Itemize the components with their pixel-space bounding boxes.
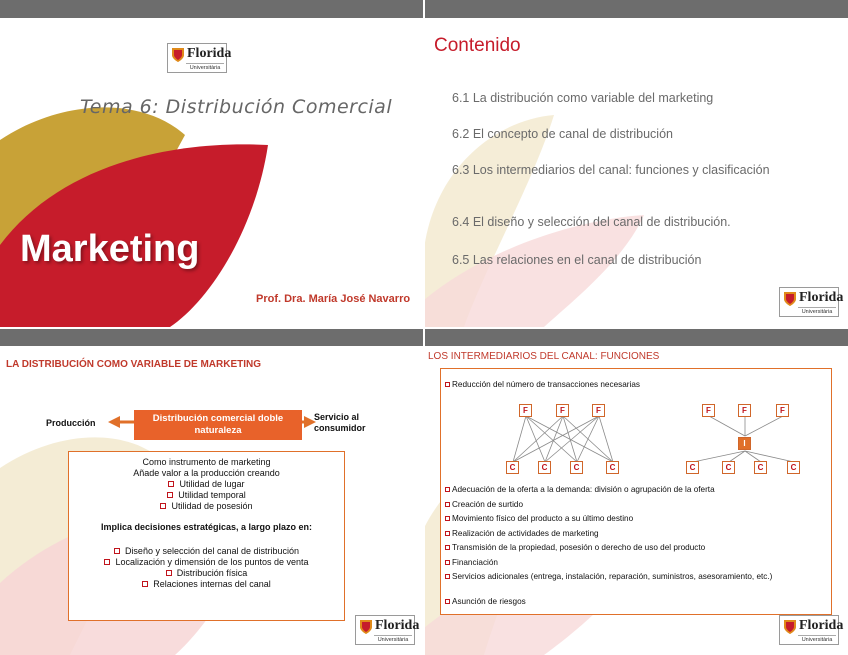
transactions-diagram (441, 369, 833, 481)
consumer-node: C (787, 461, 800, 474)
decision-item (69, 579, 344, 590)
consumer-node: C (722, 461, 735, 474)
producer-node: F (519, 404, 532, 417)
bullet-icon (445, 516, 450, 521)
florida-shield-icon (360, 620, 372, 634)
intermediary-node: I (738, 437, 751, 450)
bullet-icon (160, 503, 166, 509)
slide-title (0, 0, 424, 327)
producer-node: F (702, 404, 715, 417)
consumer-node: C (686, 461, 699, 474)
logo-subtitle: Universitària (798, 307, 836, 315)
function-label: Creación de surtido (452, 500, 523, 509)
bullet-icon (167, 492, 173, 498)
bullet-icon (104, 559, 110, 565)
slide-title: LA DISTRIBUCIÓN COMO VARIABLE DE MARKETING (6, 359, 261, 370)
florida-logo (355, 615, 420, 645)
producer-node: F (776, 404, 789, 417)
bullet-icon (142, 581, 148, 587)
function-item (445, 543, 825, 553)
function-item (445, 529, 825, 539)
florida-shield-icon (784, 292, 796, 306)
consumer-node: C (754, 461, 767, 474)
bullet-icon (445, 560, 450, 565)
direct-connections (513, 416, 613, 462)
bullet-icon (166, 570, 172, 576)
logo-subtitle: Universitària (374, 635, 412, 643)
bullet-icon (168, 481, 174, 487)
decision-label: Diseño y selección del canal de distribución (124, 546, 300, 556)
utility-item (69, 479, 344, 490)
function-item (445, 597, 825, 607)
function-item (445, 500, 825, 510)
function-label: Movimiento físico del producto a su último destino (452, 514, 634, 523)
consumer-node: C (538, 461, 551, 474)
decision-label: Localización y dimensión de los puntos de venta (115, 557, 309, 567)
producer-node: F (556, 404, 569, 417)
decision-item (69, 546, 344, 557)
toc-item: 6.3 Los intermediarios del canal: funciones y clasificación (452, 163, 770, 177)
toc-item: 6.1 La distribución como variable del marketing (452, 91, 714, 105)
course-title: Marketing (20, 228, 200, 270)
bullet-icon (445, 487, 450, 492)
slide-divider-horizontal (0, 327, 848, 329)
slide-distribution-variable (0, 328, 424, 655)
instrument-intro: Añade valor a la producción creando (133, 468, 280, 478)
distribution-box: Distribución comercial doble naturaleza (134, 410, 302, 440)
florida-logo (779, 615, 844, 645)
strategic-title: Implica decisiones estratégicas, a largo plazo en: (100, 522, 313, 532)
bullet-icon (114, 548, 120, 554)
function-item (445, 572, 825, 582)
decision-item (69, 568, 344, 579)
slide-intermediary-functions (424, 328, 848, 655)
decision-label: Relaciones internas del canal (153, 579, 271, 589)
toc-item: 6.5 Las relaciones en el canal de distribución (452, 253, 702, 267)
utility-item (69, 490, 344, 501)
bullet-icon (445, 545, 450, 550)
logo-name: Florida (375, 618, 420, 633)
toc-item: 6.4 El diseño y selección del canal de distribución. (452, 215, 731, 229)
function-label: Realización de actividades de marketing (452, 529, 599, 538)
function-label: Reducción del número de transacciones necesarias (452, 380, 640, 389)
bullet-icon (445, 574, 450, 579)
utility-item (69, 501, 344, 512)
contents-title: Contenido (434, 35, 521, 56)
function-label: Servicios adicionales (entrega, instalación, reparación, suministros, asesoramiento, etc.) (452, 572, 773, 581)
bullet-icon (445, 599, 450, 604)
function-label: Adecuación de la oferta a la demanda: división o agrupación de la oferta (452, 485, 715, 494)
florida-logo (167, 43, 232, 73)
function-item (445, 485, 825, 495)
logo-subtitle: Universitària (186, 63, 224, 71)
florida-shield-icon (172, 48, 184, 62)
slide-contents (424, 0, 848, 327)
consumer-node: C (606, 461, 619, 474)
production-label: Producción (46, 418, 96, 428)
utility-label: Utilidad de lugar (179, 479, 245, 489)
function-label: Transmisión de la propiedad, posesión o derecho de uso del producto (452, 543, 706, 552)
consumer-node: C (570, 461, 583, 474)
instrument-title: Como instrumento de marketing (142, 457, 271, 467)
utility-label: Utilidad de posesión (171, 501, 253, 511)
bullet-icon (445, 502, 450, 507)
decision-label: Distribución física (176, 568, 248, 578)
function-item (445, 514, 825, 524)
function-label: Asunción de riesgos (452, 597, 526, 606)
logo-subtitle: Universitària (798, 635, 836, 643)
florida-logo (779, 287, 844, 317)
toc-item: 6.2 El concepto de canal de distribución (452, 127, 673, 141)
author-name: Prof. Dra. María José Navarro (256, 293, 411, 305)
logo-name: Florida (799, 290, 844, 305)
function-label: Financiación (452, 558, 498, 567)
producer-node: F (738, 404, 751, 417)
function-item (445, 558, 825, 568)
marketing-instrument-box (68, 451, 345, 621)
consumer-service-label: Servicio al consumidor (314, 412, 366, 433)
producer-node: F (592, 404, 605, 417)
slide-title: LOS INTERMEDIARIOS DEL CANAL: FUNCIONES (428, 351, 660, 362)
utility-label: Utilidad temporal (178, 490, 246, 500)
logo-name: Florida (799, 618, 844, 633)
logo-name: Florida (187, 46, 232, 61)
functions-box (440, 368, 832, 615)
bullet-icon (445, 531, 450, 536)
decision-item (69, 557, 344, 568)
consumer-node: C (506, 461, 519, 474)
florida-shield-icon (784, 620, 796, 634)
topic-title: Tema 6: Distribución Comercial (80, 96, 393, 118)
